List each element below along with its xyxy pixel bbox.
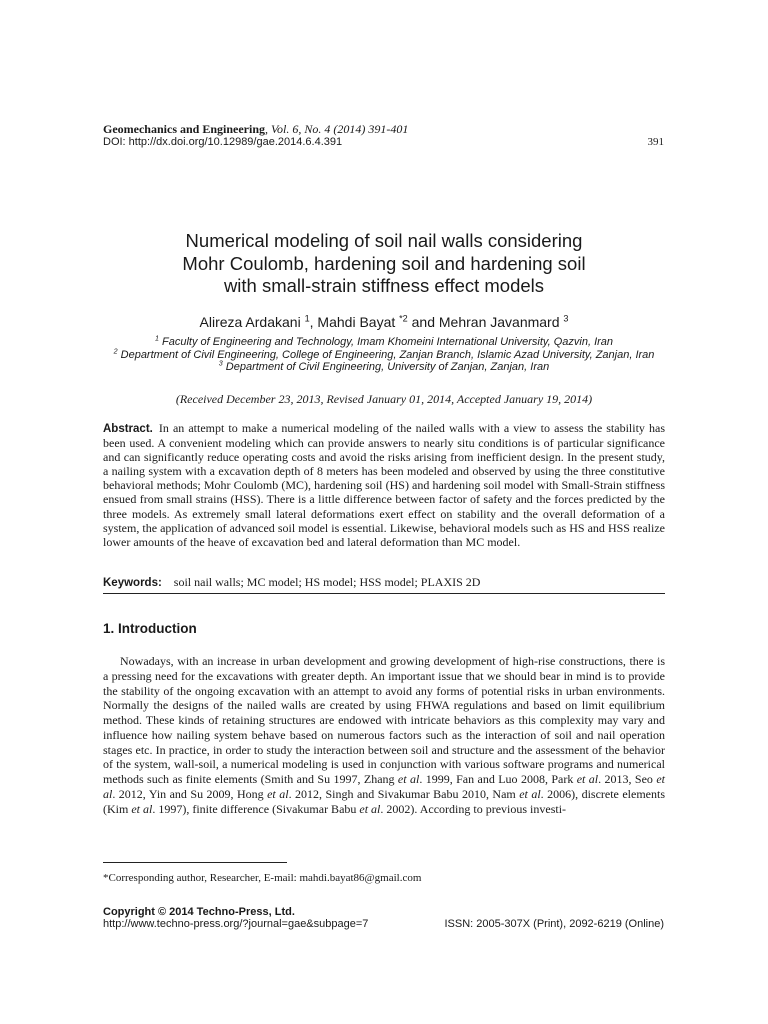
title-line: with small-strain stiffness effect models xyxy=(223,275,545,296)
doi-link[interactable]: DOI: http://dx.doi.org/10.12989/gae.2014.6.4.391 xyxy=(103,136,343,148)
affiliation-mark: 2 xyxy=(113,346,118,355)
citation-et-al: et al xyxy=(576,772,599,786)
corresponding-author-footnote: *Corresponding author, Researcher, E-mail: mahdi.bayat86@gmail.com xyxy=(103,872,422,884)
page-number: 391 xyxy=(647,136,664,148)
title-line: Numerical modeling of soil nail walls considering xyxy=(185,230,583,251)
intro-text: . 2006), discrete elements (Kim xyxy=(103,786,665,816)
citation-et-al: et al xyxy=(519,786,541,801)
author-name: Mehran Javanmard xyxy=(438,314,560,330)
keywords-text: soil nail walls; MC model; HS model; HSS model; PLAXIS 2D xyxy=(173,575,481,589)
keywords-divider xyxy=(103,593,665,594)
introduction-paragraph xyxy=(103,654,665,816)
keywords-label: Keywords: xyxy=(103,577,162,589)
journal-name: Geomechanics and Engineering xyxy=(103,122,266,136)
citation-et-al: et al xyxy=(359,801,381,816)
affiliation-line xyxy=(96,361,672,374)
copyright-notice: Copyright © 2014 Techno-Press, Ltd. xyxy=(103,906,295,918)
journal-citation xyxy=(103,122,408,136)
intro-text: . 2012, Singh and Sivakumar Babu 2010, Nam xyxy=(288,786,520,801)
journal-volume-info: , Vol. 6, No. 4 (2014) 391-401 xyxy=(265,122,409,136)
affiliation-text: Department of Civil Engineering, University of Zanjan, Zanjan, Iran xyxy=(222,361,550,373)
affiliation-line xyxy=(96,336,672,349)
author-name: Alireza Ardakani xyxy=(199,314,301,330)
affiliation-text: Department of Civil Engineering, College of Engineering, Zanjan Branch, Islamic Azad University, Zanjan, Iran xyxy=(117,348,655,361)
author-affiliation-mark: 3 xyxy=(563,313,569,324)
author-list xyxy=(103,313,665,331)
received-dates: (Received December 23, 2013, Revised January 01, 2014, Accepted January 19, 2014) xyxy=(175,392,593,406)
author-name: Mahdi Bayat xyxy=(317,314,396,330)
footnote-divider xyxy=(103,862,287,863)
author-affiliation-mark: 1 xyxy=(304,313,310,324)
keywords xyxy=(103,575,665,590)
author-separator: and xyxy=(407,314,439,330)
paper-title xyxy=(103,230,665,298)
affiliation-text: Faculty of Engineering and Technology, Imam Khomeini International University, Qazvin, Iran xyxy=(158,336,614,348)
intro-text: . 1999, Fan and Luo 2008, Park xyxy=(419,772,577,786)
issn-info: ISSN: 2005-307X (Print), 2092-6219 (Online) xyxy=(444,918,664,930)
abstract-text: In an attempt to make a numerical modeling of the nailed walls with a view to assess the stability has been used. A convenient modeling which can provide answers to nearly situ conditions is of particular significance and can significantly reduce operating costs and avoid the risks arising from inefficient design. In the present study, a nailing system with a excavation depth of 8 meters has been modeled and observed by using the three constitutive behavioral methods; Mohr Coulomb (MC), hardening soil (HS) and hardening soil model with Small-Strain stiffness ensued from small strains (HSS). There is a little difference between factor of safety and the forces predicted by the three models. As extremely small lateral deformations exert effect on stability and the overall deformation of a system, the application of advanced soil model is essential. Likewise, behavioral models such as HS and HSS realize lower amounts of the heave of excavation bed and lateral deformation than MC model. xyxy=(103,421,665,549)
author-affiliation-mark: *2 xyxy=(399,313,408,324)
intro-text: Nowadays, with an increase in urban development and growing development of high-rise constructions, there is a pressing need for the excavations with greater depth. An important issue that we should bear in mind is to provide the stability of the ongoing excavation with an attempt to avoid any forms of potential risks in urban environments. Normally the designs of the nailed walls are created by using FHWA regulations and based on limit equilibrium method. These kinds of retaining structures are endowed with intricate behaviors as this complexity may vary and influence how nailing system behave based on numerous factors such as the interaction of soil and nail operation stages etc. In practice, in order to study the interaction between soil and structure and the assessment of the behavior of the system, wall-soil, a numerical modeling is used in conjunction with various software programs and numerical methods such as finite elements (Smith and Su 1997, Zhang xyxy=(103,654,665,786)
section-heading-introduction: 1. Introduction xyxy=(103,621,197,636)
affiliation-mark: 3 xyxy=(218,359,223,368)
intro-text: . 2002). According to previous investi- xyxy=(380,801,567,816)
abstract-label: Abstract. xyxy=(103,423,153,435)
affiliation-line xyxy=(96,346,672,362)
citation-et-al: et al xyxy=(131,801,153,816)
intro-text: . 1997), finite difference (Sivakumar Babu xyxy=(152,801,360,816)
intro-text: . 2012, Yin and Su 2009, Hong xyxy=(112,786,268,801)
intro-text: . 2013, Seo xyxy=(598,772,657,786)
journal-url-link[interactable]: http://www.techno-press.org/?journal=gae&subpage=7 xyxy=(103,918,369,930)
affiliations xyxy=(96,336,672,374)
citation-et-al: et al xyxy=(397,772,420,786)
citation-et-al: et al xyxy=(103,772,665,801)
title-line: Mohr Coulomb, hardening soil and hardening soil xyxy=(182,252,586,274)
affiliation-mark: 1 xyxy=(154,334,159,343)
citation-et-al: et al xyxy=(267,786,289,801)
abstract xyxy=(103,421,665,549)
author-separator: , xyxy=(309,314,318,330)
